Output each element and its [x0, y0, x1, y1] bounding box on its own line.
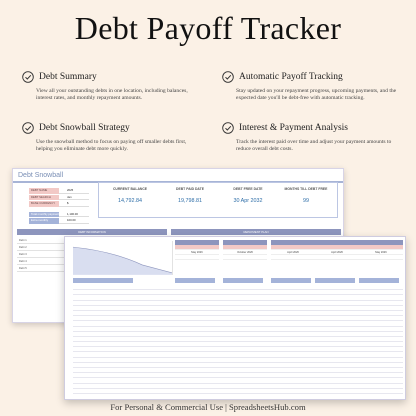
settings-row [29, 218, 93, 228]
kpi-current-balance [101, 187, 159, 204]
kpi-label: CURRENT BALANCE [112, 187, 148, 191]
amortization-card [271, 240, 315, 266]
settings-key: Extra monthly payment [29, 218, 59, 224]
settings-key: DEBT SEARCH [29, 195, 59, 201]
table-row [73, 389, 403, 394]
debt-name: Debt 4 [19, 260, 27, 263]
kpi-value: 99 [303, 198, 309, 204]
column-header [271, 278, 311, 283]
settings-value: $ [59, 201, 89, 207]
card-row: April 2026 [271, 250, 315, 255]
card-row [223, 255, 267, 260]
amortization-card [223, 240, 267, 266]
column-header [359, 278, 399, 283]
schedule-rows [73, 285, 403, 394]
kpi-label: DEBT FREE DATE [233, 187, 263, 191]
kpi-value: 19,798.81 [178, 198, 202, 204]
feature-interest-analysis [222, 122, 402, 154]
settings-key: Total monthly payment [31, 211, 59, 216]
kpi-months-left [277, 187, 335, 204]
feature-title: Interest & Payment Analysis [239, 123, 348, 133]
feature-description: Use the snowball method to focus on paying off smaller debts first, helping you eliminate debt more quickly. [36, 139, 187, 153]
feature-automatic-tracking [222, 71, 402, 103]
feature-description: Track the interest paid over time and adjust your payment amounts to reduce overall debt costs. [236, 139, 392, 153]
amortization-card [175, 240, 219, 266]
card-row: May 2026 [175, 250, 219, 255]
kpi-panel [98, 182, 338, 218]
settings-row [29, 201, 93, 207]
card-row [175, 255, 219, 260]
balance-chart [73, 241, 173, 275]
settings-value: 1,100.00 [59, 212, 89, 218]
settings-key: DEBT NAME [29, 188, 59, 194]
amortization-card [359, 240, 403, 266]
debt-name: Debt 3 [19, 253, 27, 256]
card-row [271, 255, 315, 260]
kpi-debt-paid [161, 187, 219, 204]
feature-title: Debt Snowball Strategy [39, 123, 130, 133]
kpi-value: 14,792.84 [118, 198, 142, 204]
kpi-debt-free-date [219, 187, 277, 204]
page-title: Debt Payoff Tracker [74, 10, 342, 46]
check-circle-icon [22, 122, 34, 134]
feature-title: Debt Summary [39, 72, 97, 82]
kpi-label: MONTHS TILL DEBT FREE [284, 187, 328, 191]
settings-row [29, 188, 93, 194]
card-row [315, 255, 359, 260]
debt-name: Debt 1 [19, 239, 27, 242]
debt-name: Debt 5 [19, 267, 27, 270]
card-row: October 2026 [223, 250, 267, 255]
sheet-name: Debt Snowball [18, 172, 64, 179]
kpi-value: 30 Apr 2032 [233, 198, 263, 204]
column-header [223, 278, 263, 283]
settings-table [29, 188, 93, 228]
feature-description: View all your outstanding debts in one location, including balances, interest rates, and monthly repayment amounts. [36, 88, 188, 102]
settings-key: BASE CURRENCY [29, 201, 59, 207]
column-header [73, 278, 133, 283]
debt-name: Debt 2 [19, 246, 27, 249]
amortization-card [315, 240, 359, 266]
check-circle-icon [222, 71, 234, 83]
column-header [175, 278, 215, 283]
section-header-debt-info: DEBT INFORMATION [17, 229, 167, 235]
feature-debt-summary [22, 71, 202, 103]
check-circle-icon [222, 122, 234, 134]
schedule-column-headers [73, 278, 403, 283]
column-header [315, 278, 355, 283]
feature-snowball-strategy [22, 122, 202, 154]
section-header-repayment: REPAYMENT PLAN [171, 229, 341, 235]
card-row: May 2026 [359, 250, 403, 255]
settings-row [29, 212, 93, 218]
settings-value: 2025 [59, 188, 89, 194]
feature-title: Automatic Payoff Tracking [239, 72, 343, 82]
kpi-label: DEBT PAID DATE [176, 187, 204, 191]
card-row: April 2026 [315, 250, 359, 255]
footer-text: For Personal & Commercial Use | SpreadsheetsHub.com [110, 402, 306, 412]
card-row [359, 255, 403, 260]
spreadsheet-preview-schedule [64, 236, 406, 400]
settings-row [29, 195, 93, 201]
settings-value: 100.00 [59, 218, 89, 224]
feature-description: Stay updated on your repayment progress, upcoming payments, and the expected date you'll be debt-free with automatic tracking. [236, 88, 397, 102]
check-circle-icon [22, 71, 34, 83]
settings-value: Jan [59, 195, 89, 201]
